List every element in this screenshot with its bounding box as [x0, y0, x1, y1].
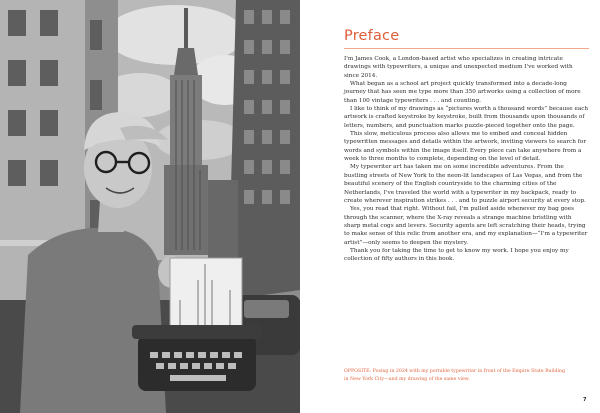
paragraph: Yes, you read that right. Without fail, I'm pulled aside whenever my bag goes through the scanner, where the X-ray reveals a strange machine bristling with sharp metal cogs and levers. Security agents are left scratching their heads, trying to make sense of this relic from another era, and my explanation—“I'm a typewriter artist”—only seems to deepen the mystery. [344, 206, 588, 246]
paragraph: My typewriter art has taken me on some incredible adventures. From the bustling streets of New York to the neon-lit landscapes of Las Vegas, and from the beautiful scenery of the English countryside to the charming cities of the Netherlands, I've traveled the world with a typewriter in my backpack, ready to create wherever inspiration strikes . . . and to puzzle airport security at every stop. [344, 164, 586, 204]
photo-caption: OPPOSITE: Posing in 2024 with my portable typewriter in front of the Empire State Building in New York City—and my drawing of the same view. [344, 369, 566, 382]
paragraph: I like to think of my drawings as “pictures worth a thousand words” because each artwork is crafted keystroke by keystroke, built from thousands upon thousands of letters, numbers, and punctuation marks puzzle-pieced together onto the page. [344, 106, 589, 129]
empire-upper [170, 75, 202, 165]
paragraph: I'm James Cook, a London-based artist who specializes in creating intricate drawings with typewriters, a unique and unexpected medium I've worked with since 2014. [344, 56, 573, 79]
page-title: Preface [344, 28, 400, 44]
empire-mid [164, 165, 208, 255]
paragraph: What began as a school art project quickly transformed into a decade-long journey that has seen me type more than 350 artworks using a collection of more than 100 vintage typewriters . . . and counting. [344, 81, 581, 104]
typewriter-carriage [132, 325, 262, 339]
preface-body [344, 55, 589, 264]
page-number: 7 [583, 397, 587, 403]
empire-spire [184, 8, 188, 48]
paragraph: Thank you for taking the time to get to know my work. I hope you enjoy my collection of fifty authors in this book. [344, 247, 569, 263]
text-page [300, 0, 600, 413]
paragraph: This slow, meticulous process also allows me to embed and conceal hidden typewritten messages and details within the artwork, inviting viewers to search for words and symbols within the image itself. Every piece can take anywhere from a week to three months to complete, depending on the level of detail. [344, 131, 587, 163]
held-drawing [170, 258, 242, 336]
title-rule [344, 48, 589, 49]
car-window [244, 300, 289, 318]
empire-crown [174, 48, 198, 75]
